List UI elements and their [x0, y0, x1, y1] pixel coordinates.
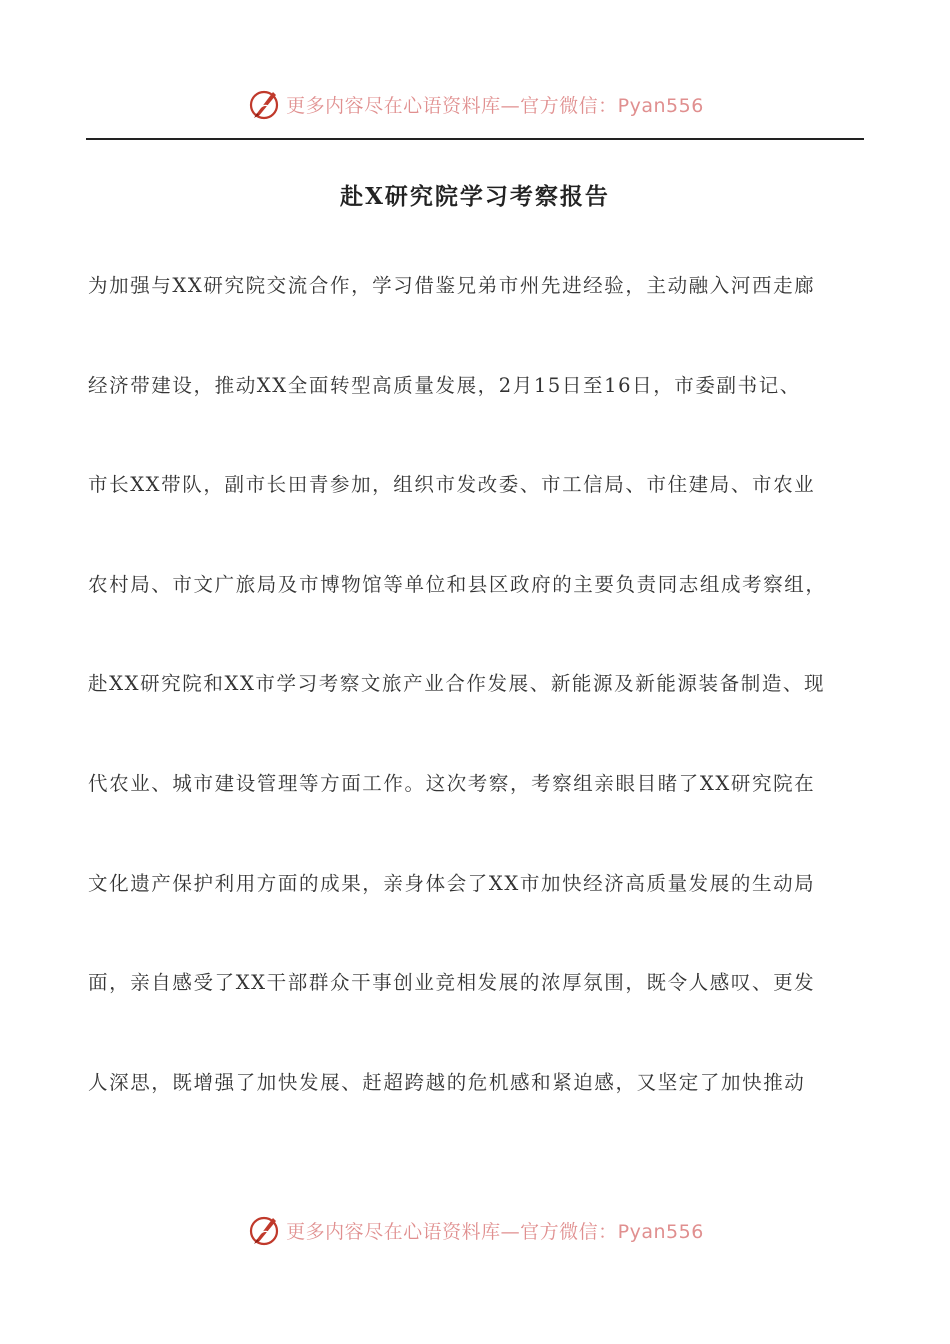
body-line: 文化遗产保护利用方面的成果，亲身体会了XX市加快经济高质量发展的生动局 — [88, 871, 816, 895]
banner-wechat-id: Pyan556 — [617, 1220, 704, 1243]
header-watermark-banner — [0, 84, 950, 124]
body-line: 农村局、市文广旅局及市博物馆等单位和县区政府的主要负责同志组成考察组， — [88, 572, 827, 596]
banner-text — [286, 1217, 704, 1244]
header-divider — [86, 138, 864, 140]
body-line: 面，亲自感受了XX干部群众干事创业竞相发展的浓厚氛围，既令人感叹、更发 — [88, 971, 816, 995]
document-title: 赴X研究院学习考察报告 — [340, 183, 610, 210]
quill-pen-logo-icon — [246, 86, 282, 122]
body-line: 为加强与XX研究院交流合作，学习借鉴兄弟市州先进经验，主动融入河西走廊 — [88, 274, 816, 297]
body-line: 市长XX带队，副市长田青参加，组织市发改委、市工信局、市住建局、市农业 — [88, 473, 816, 497]
body-line: 赴XX研究院和XX市学习考察文旅产业合作发展、新能源及新能源装备制造、现 — [88, 672, 826, 696]
banner-text — [286, 91, 704, 118]
quill-pen-logo-icon — [246, 1212, 282, 1248]
footer-watermark-banner — [0, 1210, 950, 1250]
body-line: 代农业、城市建设管理等方面工作。这次考察，考察组亲眼目睹了XX研究院在 — [88, 771, 816, 795]
banner-wechat-id: Pyan556 — [617, 94, 704, 117]
banner-slogan: 更多内容尽在心语资料库—官方微信： — [286, 1220, 618, 1243]
document-body — [88, 262, 868, 1158]
body-line: 人深思，既增强了加快发展、赶超跨越的危机感和紧迫感，又坚定了加快推动 — [88, 1070, 806, 1094]
body-line: 经济带建设，推动XX全面转型高质量发展，2月15日至16日，市委副书记、 — [88, 373, 801, 397]
banner-slogan: 更多内容尽在心语资料库—官方微信： — [286, 94, 618, 117]
